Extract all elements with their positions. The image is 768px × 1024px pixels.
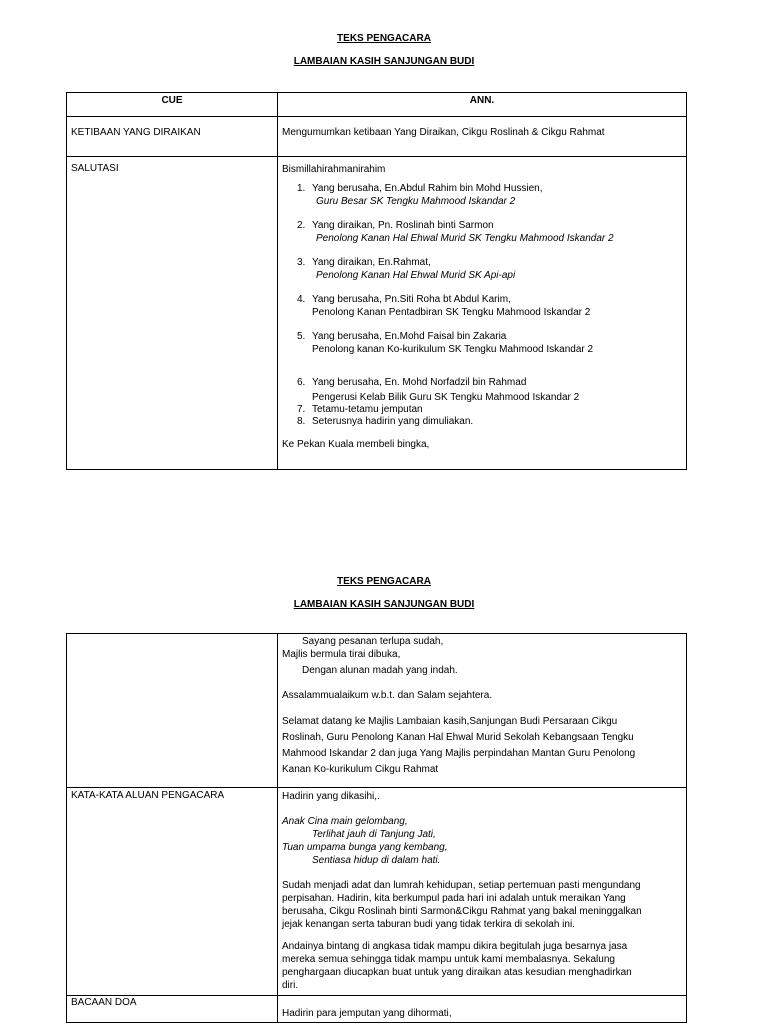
- table-row: [67, 117, 687, 157]
- salutasi-opening: Bismillahirahmanirahim: [282, 164, 386, 175]
- pantun-line: Sayang pesanan terlupa sudah,: [302, 636, 444, 647]
- welcome-paragraph: Selamat datang ke Majlis Lambaian kasih,Sanjungan Budi Persaraan Cikgu Roslinah, Guru Penolong Kanan Hal Ehwal Murid Sekolah Kebangsaan Tengku Mahmood Iskandar 2 dan juga Yang Majlis perpindahan Mantan Guru Penolong Kanan Ko-kurikulum Cikgu Rahmat: [282, 716, 636, 775]
- greeting: Assalammualaikum w.b.t. dan Salam sejahtera.: [282, 690, 493, 701]
- list-item: 3. Yang diraikan, En.Rahmat, Penolong Kanan Hal Ehwal Murid SK Api-api: [297, 257, 516, 281]
- ann-cell: [278, 788, 687, 996]
- cue-cell: [67, 996, 278, 1023]
- page1-subtitle: LAMBAIAN KASIH SANJUNGAN BUDI: [293, 56, 475, 67]
- cue-cell: [67, 788, 278, 996]
- page2-table: [66, 633, 687, 1023]
- cue-cell: [67, 634, 278, 788]
- page2-title: TEKS PENGACARA: [337, 576, 431, 587]
- cue-ketibaan: KETIBAAN YANG DIRAIKAN: [71, 127, 201, 138]
- list-item: 4. Yang berusaha, Pn.Siti Roha bt Abdul Karim, Penolong Kanan Pentadbiran SK Tengku Mahmood Iskandar 2: [297, 294, 591, 318]
- cue-kata-aluan: KATA-KATA ALUAN PENGACARA: [71, 790, 225, 801]
- pantun-line: Majlis bermula tirai dibuka,: [282, 649, 401, 660]
- list-item: 1. Yang berusaha, En.Abdul Rahim bin Mohd Hussien, Guru Besar SK Tengku Mahmood Iskandar 2: [297, 183, 543, 207]
- paragraph: Andainya bintang di angkasa tidak mampu dikira begitulah juga besarnya jasa mereka semua sehingga tidak mampu untuk kami membalasnya. Sekalung penghargaan diucapkan buat untuk yang diraikan atas kesudian menghadirkan diri.: [282, 941, 632, 991]
- list-item: 5. Yang berusaha, En.Mohd Faisal bin Zakaria Penolong kanan Ko-kurikulum SK Tengku Mahmood Iskandar 2: [297, 331, 594, 355]
- list-item: 7. Tetamu-tetamu jemputan: [297, 404, 423, 415]
- page2-subtitle: LAMBAIAN KASIH SANJUNGAN BUDI: [293, 599, 475, 610]
- poem: Anak Cina main gelombang, Terlihat jauh di Tanjung Jati, Tuan umpama bunga yang kembang, Sentiasa hidup di dalam hati.: [282, 816, 448, 866]
- table-header-row: [67, 93, 687, 117]
- cue-salutasi: SALUTASI: [71, 163, 119, 174]
- cue-header: CUE: [67, 93, 278, 117]
- cue-cell: [67, 157, 278, 470]
- table-row: [67, 634, 687, 788]
- ann-bacaan-doa: Hadirin para jemputan yang dihormati,: [282, 1008, 452, 1019]
- pantun-line: Dengan alunan madah yang indah.: [302, 665, 458, 676]
- paragraph: Sudah menjadi adat dan lumrah kehidupan, setiap pertemuan pasti mengundang perpisahan. Hadirin, kita berkumpul pada hari ini adalah untuk meraikan Yang berusaha, Cikgu Roslinah binti Sarmon&Cikgu Rahmat yang bakal meninggalkan jejak kenangan serta taburan budi yang tidak terkira di sekolah ini.: [282, 880, 642, 930]
- list-item: 2. Yang diraikan, Pn. Roslinah binti Sarmon Penolong Kanan Hal Ehwal Murid SK Tengku Mahmood Iskandar 2: [297, 220, 614, 244]
- ann-cell: [278, 157, 687, 470]
- page1-table: [66, 92, 687, 470]
- cue-bacaan-doa: BACAAN DOA: [71, 997, 137, 1008]
- ann-ketibaan: Mengumumkan ketibaan Yang Diraikan, Cikgu Roslinah & Cikgu Rahmat: [282, 127, 605, 138]
- guest-list: [282, 182, 682, 428]
- table-row: [67, 788, 687, 996]
- ann-cell: [278, 634, 687, 788]
- list-item: 8. Seterusnya hadirin yang dimuliakan.: [297, 416, 474, 427]
- list-item: 6. Yang berusaha, En. Mohd Norfadzil bin Rahmad Pengerusi Kelab Bilik Guru SK Tengku Mahmood Iskandar 2: [297, 377, 580, 403]
- table-row: [67, 157, 687, 470]
- cue-cell: [67, 117, 278, 157]
- ann-cell: [278, 117, 687, 157]
- page1-title: TEKS PENGACARA: [337, 33, 431, 44]
- ann-cell: [278, 996, 687, 1023]
- address: Hadirin yang dikasihi,.: [282, 791, 380, 802]
- ann-header: ANN.: [278, 93, 687, 117]
- table-row: [67, 996, 687, 1023]
- salutasi-closing: Ke Pekan Kuala membeli bingka,: [282, 439, 430, 450]
